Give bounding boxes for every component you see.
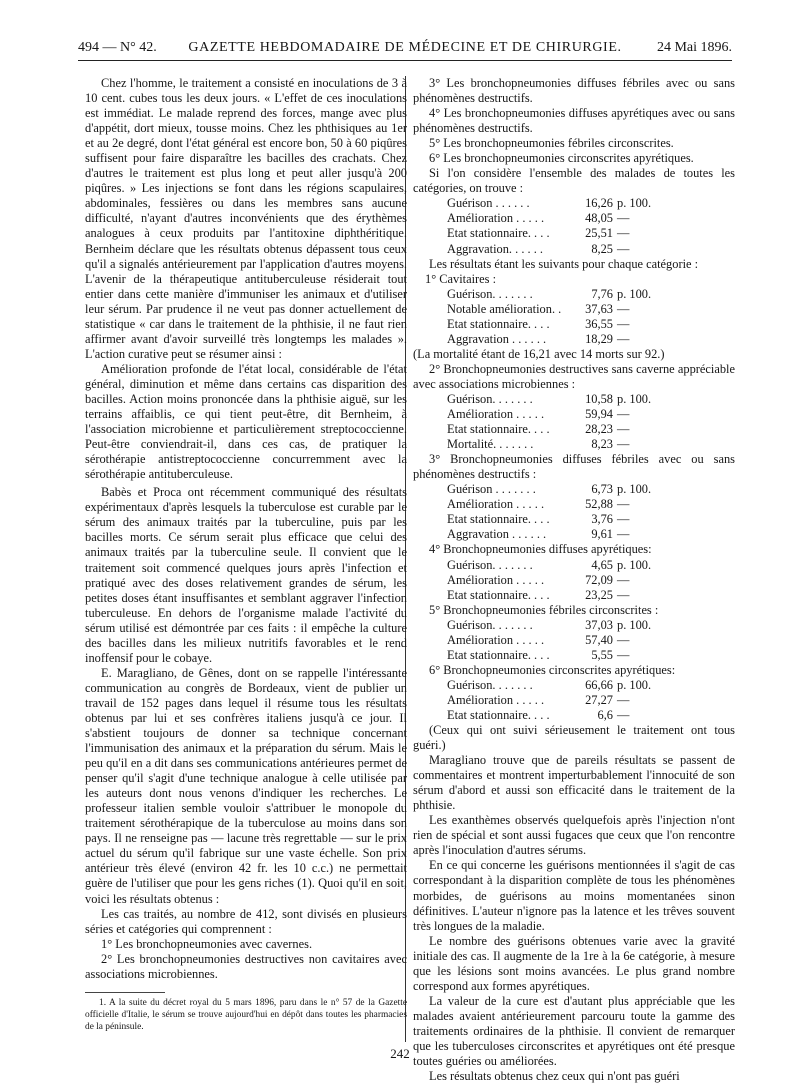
paragraph-babes-proca: Babès et Proca ont récemment communiqué des résultats expérimentaux d'après lesquels la tuberculose est curable par le sérum des animaux traités par la tuberculine, puis par les bacilles morts. Ce sérum serait plus efficace que celui des animaux traités par la tuberculine seule. Il convient que le traitement soit commencé quelques jours après l'infection et pratiqué avec des doses relativement grandes de sérum, les petites doses étant insuffisantes et semblant aggraver l'infection tuberculeuse. En dehors de l'organisme malade l'activité du sérum utilisé est démontrée par ces faits : il empêche la culture des bacilles dans les milieux nutritifs favorables et le rend inoffensif pour le cobaye. bbox=[85, 485, 407, 665]
stat-label: Amélioration . . . . . bbox=[447, 692, 545, 707]
stat-unit: — bbox=[617, 226, 630, 241]
stats-row bbox=[447, 678, 657, 693]
category-4-title: 4° Bronchopneumonies diffuses apyrétiques: bbox=[429, 542, 652, 557]
stat-unit: p. 100. bbox=[617, 557, 652, 572]
stat-value: 8,25 bbox=[591, 241, 613, 256]
stat-value: 52,88 bbox=[585, 497, 613, 512]
stat-value: 48,05 bbox=[585, 211, 613, 226]
stat-unit: — bbox=[617, 632, 630, 647]
stats-category-5 bbox=[447, 618, 657, 663]
stat-unit: — bbox=[617, 407, 630, 422]
stat-unit: p. 100. bbox=[617, 617, 652, 632]
stat-value: 4,65 bbox=[591, 557, 613, 572]
stat-label: Etat stationnaire. . . . bbox=[447, 647, 550, 662]
stat-unit: — bbox=[617, 241, 630, 256]
stat-value: 10,58 bbox=[585, 391, 613, 406]
paragraph-cases: Les cas traités, au nombre de 412, sont divisés en plusieurs séries et catégories qui comprennent : bbox=[85, 906, 407, 936]
stats-row bbox=[447, 302, 657, 317]
stat-value: 36,55 bbox=[585, 316, 613, 331]
stat-label: Guérison . . . . . . bbox=[447, 196, 530, 211]
category-item-2: 2° Les bronchopneumonies destructives non cavitaires avec associations microbiennes. bbox=[85, 951, 407, 981]
stats-row bbox=[447, 618, 657, 633]
stat-unit: p. 100. bbox=[617, 391, 652, 406]
category-item-5: 5° Les bronchopneumonies fébriles circonscrites. bbox=[429, 136, 674, 151]
paragraph-guerisons: En ce qui concerne les guérisons mentionnées il s'agit de cas correspondant à la disparition complète de tous les phénomènes morbides, de guérisons au moins momentanées sinon définitives. L'auteur n'ignore pas la latence et les trêves souvent très longues de la maladie. bbox=[413, 858, 735, 933]
stats-row bbox=[447, 287, 657, 302]
stat-label: Etat stationnaire. . . . bbox=[447, 316, 550, 331]
stat-value: 57,40 bbox=[585, 632, 613, 647]
stats-row bbox=[447, 558, 657, 573]
stat-label: Amélioration . . . . . bbox=[447, 632, 545, 647]
stats-row bbox=[447, 437, 657, 452]
stats-row bbox=[447, 482, 657, 497]
stats-row bbox=[447, 392, 657, 407]
stat-value: 23,25 bbox=[585, 587, 613, 602]
stat-unit: — bbox=[617, 211, 630, 226]
stat-unit: — bbox=[617, 331, 630, 346]
stat-value: 3,76 bbox=[591, 512, 613, 527]
stat-label: Guérison. . . . . . . bbox=[447, 391, 533, 406]
stat-label: Guérison. . . . . . . bbox=[447, 677, 533, 692]
page-number: 242 bbox=[390, 1046, 410, 1061]
stat-label: Amélioration . . . . . bbox=[447, 497, 545, 512]
header-journal-title: GAZETTE HEBDOMADAIRE DE MÉDECINE ET DE CHIRURGIE. bbox=[188, 40, 622, 55]
stats-overall bbox=[447, 196, 657, 256]
stats-category-4 bbox=[447, 558, 657, 603]
stat-value: 5,55 bbox=[591, 647, 613, 662]
stat-unit: — bbox=[617, 692, 630, 707]
stats-row bbox=[447, 648, 657, 663]
stats-row bbox=[447, 693, 657, 708]
stats-row bbox=[447, 573, 657, 588]
stat-value: 18,29 bbox=[585, 331, 613, 346]
stat-label: Guérison. . . . . . . bbox=[447, 617, 533, 632]
stat-unit: — bbox=[617, 587, 630, 602]
stats-row bbox=[447, 497, 657, 512]
category-1-note: (La mortalité étant de 16,21 avec 14 morts sur 92.) bbox=[413, 346, 665, 361]
paragraph-maragliano-conclusion: Maragliano trouve que de pareils résultats se passent de commentaires et montrent imperturbablement l'innocuité de son sérum d'abord et aussi son efficacité dans le traitement de la phthisie. bbox=[413, 753, 735, 813]
paragraph-action-curative: Amélioration profonde de l'état local, considérable de l'état général, diminution et même dans certains cas disparition des bacilles. Action moins prononcée dans la phthisie aiguë, sur les terrains affaiblis, ce qui tient peut-être, dit Bernheim, à l'association microbienne et particulièrement streptococcienne. Peut-être conviendrait-il, dans ces cas, de pratiquer la sérothérapie antistreptococcienne concurremment avec la sérothérapie antituberculeuse. bbox=[85, 361, 407, 482]
stats-row bbox=[447, 422, 657, 437]
stat-unit: — bbox=[617, 422, 630, 437]
stat-unit: p. 100. bbox=[617, 677, 652, 692]
stats-row bbox=[447, 527, 657, 542]
stat-unit: — bbox=[617, 572, 630, 587]
stats-row bbox=[447, 226, 657, 241]
paragraph-maragliano: E. Maragliano, de Gênes, dont on se rappelle l'intéressante communication au congrès de Bordeaux, vient de publier un travail de 152 pages dans lequel il résume tous les résultats obtenus par lui et ses confrères italiens jusqu'à ce jour. Il s'abstient toujours de donner sa technique concernant l'immunisation des animaux et la préparation du sérum. Mais le peu qu'il en a dit dans ses communications antérieures permet de penser qu'il s'agit d'une technique analogue à celle utilisée par les auteurs dont nous venons d'indiquer les recherches. Le professeur italien semble vouloir s'attribuer le monopole du traitement sérothérapique de la tuberculose au moins dans son pays. Il ne renseigne pas — lacune très regrettable — sur le prix actuel du sérum qu'il fabrique sur une vaste échelle. Son prix antérieur très élevé (environ 42 fr. les 10 c.c.) ne permettait guère de l'utiliser que pour les gens riches (1). Quoi qu'il en soit, voici les résultats obtenus : bbox=[85, 665, 407, 906]
stat-label: Mortalité. . . . . . . bbox=[447, 437, 534, 452]
category-6-note: (Ceux qui ont suivi sérieusement le traitement ont tous guéri.) bbox=[413, 723, 735, 753]
stat-value: 6,73 bbox=[591, 482, 613, 497]
stat-unit: p. 100. bbox=[617, 286, 652, 301]
stat-value: 8,23 bbox=[591, 437, 613, 452]
category-1-title: 1° Cavitaires : bbox=[425, 271, 497, 286]
category-item-4: 4° Les bronchopneumonies diffuses apyrétiques avec ou sans phénomènes destructifs. bbox=[413, 106, 735, 136]
stats-row bbox=[447, 332, 657, 347]
right-column bbox=[413, 76, 735, 1084]
stat-label: Aggravation. . . . . . bbox=[447, 241, 544, 256]
stat-label: Etat stationnaire. . . . bbox=[447, 226, 550, 241]
stats-row bbox=[447, 708, 657, 723]
stats-row bbox=[447, 588, 657, 603]
stats-row bbox=[447, 407, 657, 422]
category-2-title: 2° Bronchopneumonies destructives sans caverne appréciable avec associations microbiennes : bbox=[413, 361, 735, 391]
paragraph-exanthemes: Les exanthèmes observés quelquefois après l'injection n'ont rien de spécial et sont aussi fugaces que ceux que l'on rencontre après l'inoculation d'autres sérums. bbox=[413, 813, 735, 858]
category-3-title: 3° Bronchopneumonies diffuses fébriles avec ou sans phénomènes destructifs : bbox=[413, 452, 735, 482]
stats-category-6 bbox=[447, 678, 657, 723]
header-date: 24 Mai 1896. bbox=[656, 40, 732, 55]
stat-value: 66,66 bbox=[585, 677, 613, 692]
running-header bbox=[78, 38, 732, 61]
stat-value: 28,23 bbox=[585, 422, 613, 437]
header-issue: 494 — N° 42. bbox=[78, 40, 157, 55]
stat-value: 37,03 bbox=[585, 617, 613, 632]
paragraph-nombre-guerisons: Le nombre des guérisons obtenues varie avec la gravité initiale des cas. Il augmente de la 1re à la 6e catégorie, à mesure que les lésions sont moins avancées. Le plus grand nombre correspond aux formes apyrétiques. bbox=[413, 933, 735, 993]
stat-value: 59,94 bbox=[585, 407, 613, 422]
stats-row bbox=[447, 242, 657, 257]
intro-categories: Les résultats étant les suivants pour chaque catégorie : bbox=[429, 256, 699, 271]
paragraph-resultats: Les résultats obtenus chez ceux qui n'ont pas guéri bbox=[429, 1069, 680, 1084]
stat-unit: — bbox=[617, 437, 630, 452]
stat-unit: — bbox=[617, 647, 630, 662]
stats-category-1 bbox=[447, 287, 657, 347]
intro-overall: Si l'on considère l'ensemble des malades de toutes les catégories, on trouve : bbox=[413, 166, 735, 196]
stat-label: Etat stationnaire. . . . bbox=[447, 422, 550, 437]
stat-unit: — bbox=[617, 527, 630, 542]
paragraph-bernheim: Chez l'homme, le traitement a consisté en inoculations de 3 à 10 cent. cubes tous les deux jours. « L'effet de ces inoculations est immédiat. Le malade reprend des forces, mange avec plus d'appétit, dort mieux, tousse moins. Chez les phthisiques au 1er et au 2e degré, dont l'état général est encore bon, 50 à 60 piqûres suffisent pour faire disparaître les bacilles des crachats. Chez d'autres le traitement est plus long et peut aller jusqu'à 200 piqûres. » Les injections se font dans les régions scapulaires, abdominales, fessières ou dans les membres sans aucune difficulté, n'ayant d'autres inconvénients que des érythèmes analogues à ceux produits par l'antitoxine diphthéritique. Bernheim déclare que les résultats obtenus dépassent tous ceux qu'il a signalés antérieurement par l'application d'autres moyens. L'avenir de la thérapeutique antituberculeuse résiderait tout entier dans cette manière d'immuniser les animaux et d'utiliser leur sérum. Par prudence il ne veut pas donner actuellement de statistique « car dans le traitement de la phthisie, il ne faut rien affirmer avant d'avoir surveillé très longtemps les malades ». L'action curative peut se résumer ainsi : bbox=[85, 76, 407, 361]
stat-value: 37,63 bbox=[585, 301, 613, 316]
stat-value: 27,27 bbox=[585, 692, 613, 707]
stat-label: Notable amélioration. . bbox=[447, 301, 562, 316]
stat-label: Etat stationnaire. . . . bbox=[447, 587, 550, 602]
category-5-title: 5° Bronchopneumonies fébriles circonscrites : bbox=[429, 602, 659, 617]
stat-label: Etat stationnaire. . . . bbox=[447, 707, 550, 722]
stats-category-3 bbox=[447, 482, 657, 542]
stat-value: 16,26 bbox=[585, 196, 613, 211]
stat-label: Amélioration . . . . . bbox=[447, 211, 545, 226]
stat-label: Guérison. . . . . . . bbox=[447, 557, 533, 572]
stats-row bbox=[447, 196, 657, 211]
stat-label: Aggravation . . . . . . bbox=[447, 331, 547, 346]
stats-row bbox=[447, 317, 657, 332]
footnote: 1. A la suite du décret royal du 5 mars 1896, paru dans le n° 57 de la Gazette officielle d'Italie, le sérum se trouve aujourd'hui en dépôt dans toutes les pharmacies de la péninsule. bbox=[85, 997, 407, 1032]
category-item-1: 1° Les bronchopneumonies avec cavernes. bbox=[101, 936, 313, 951]
category-item-3: 3° Les bronchopneumonies diffuses fébriles avec ou sans phénomènes destructifs. bbox=[413, 76, 735, 106]
stat-unit: — bbox=[617, 497, 630, 512]
stat-unit: — bbox=[617, 707, 630, 722]
stat-unit: — bbox=[617, 301, 630, 316]
stat-unit: — bbox=[617, 512, 630, 527]
stats-row bbox=[447, 211, 657, 226]
stat-value: 72,09 bbox=[585, 572, 613, 587]
stats-row bbox=[447, 512, 657, 527]
category-6-title: 6° Bronchopneumonies circonscrites apyrétiques: bbox=[429, 662, 676, 677]
stat-label: Amélioration . . . . . bbox=[447, 407, 545, 422]
stat-label: Guérison. . . . . . . bbox=[447, 286, 533, 301]
stat-label: Guérison . . . . . . . bbox=[447, 482, 536, 497]
left-column bbox=[85, 76, 407, 1033]
stat-label: Amélioration . . . . . bbox=[447, 572, 545, 587]
stat-value: 25,51 bbox=[585, 226, 613, 241]
stat-value: 6,6 bbox=[597, 707, 613, 722]
category-item-6: 6° Les bronchopneumonies circonscrites apyrétiques. bbox=[429, 151, 694, 166]
stats-category-2 bbox=[447, 392, 657, 452]
footnote-rule bbox=[85, 992, 165, 993]
stat-value: 9,61 bbox=[591, 527, 613, 542]
stat-unit: p. 100. bbox=[617, 196, 652, 211]
stat-label: Etat stationnaire. . . . bbox=[447, 512, 550, 527]
stats-row bbox=[447, 633, 657, 648]
stat-value: 7,76 bbox=[591, 286, 613, 301]
stat-unit: p. 100. bbox=[617, 482, 652, 497]
stat-label: Aggravation . . . . . . bbox=[447, 527, 547, 542]
stat-unit: — bbox=[617, 316, 630, 331]
paragraph-valeur-cure: La valeur de la cure est d'autant plus appréciable que les malades avaient antérieurement parcouru toute la gamme des traitements ordinaires de la phthisie. Il convient de remarquer que les tuberculoses circonscrites et apyrétiques ont été presque toutes guéries ou améliorées. bbox=[413, 993, 735, 1069]
